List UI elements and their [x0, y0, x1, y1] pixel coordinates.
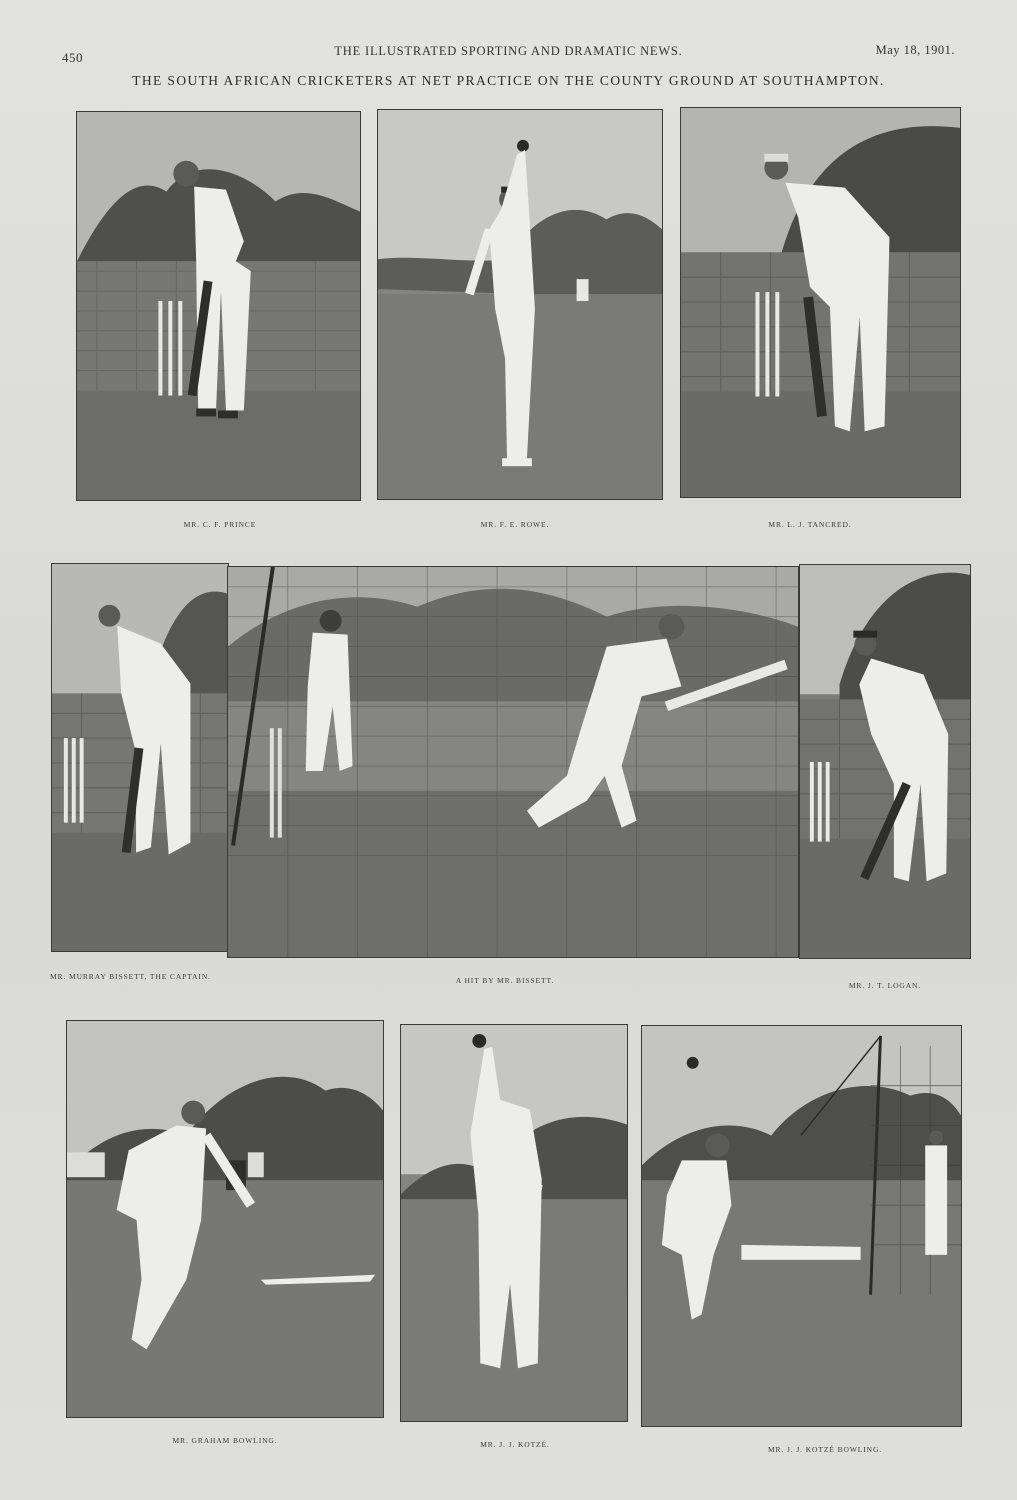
photo-logan-batting: [799, 564, 971, 959]
page-headline: THE SOUTH AFRICAN CRICKETERS AT NET PRACTICE ON THE COUNTY GROUND AT SOUTHAMPTON.: [132, 73, 885, 88]
page-number: 450: [62, 50, 83, 65]
photo-bissett-batting: [51, 563, 229, 952]
caption-hit: A HIT BY MR. BISSETT.: [455, 976, 555, 985]
photo-bissett-hit: [227, 566, 799, 958]
photo-tancred-batting: [680, 107, 961, 498]
photo-kotze-portrait: [400, 1024, 628, 1422]
photo-rowe-bowling: [377, 109, 663, 500]
photo-kotze-bowling: [641, 1025, 962, 1427]
caption-rowe: MR. F. E. ROWE.: [480, 520, 550, 529]
caption-kotze-bowling: MR. J. J. KOTZÉ BOWLING.: [767, 1445, 883, 1454]
issue-date: May 18, 1901.: [875, 43, 955, 57]
caption-bissett: MR. MURRAY BISSETT, THE CAPTAIN.: [50, 972, 211, 981]
caption-logan: MR. J. T. LOGAN.: [848, 981, 922, 990]
caption-graham: MR. GRAHAM BOWLING.: [172, 1436, 278, 1445]
caption-tancred: MR. L. J. TANCRED.: [768, 520, 852, 529]
caption-prince: MR. C. F. PRINCE: [183, 520, 257, 529]
caption-kotze: MR. J. J. KOTZÉ.: [480, 1440, 550, 1449]
photo-prince-batting: [76, 111, 361, 501]
masthead: THE ILLUSTRATED SPORTING AND DRAMATIC NEWS.: [334, 44, 683, 58]
photo-graham-bowling: [66, 1020, 384, 1418]
